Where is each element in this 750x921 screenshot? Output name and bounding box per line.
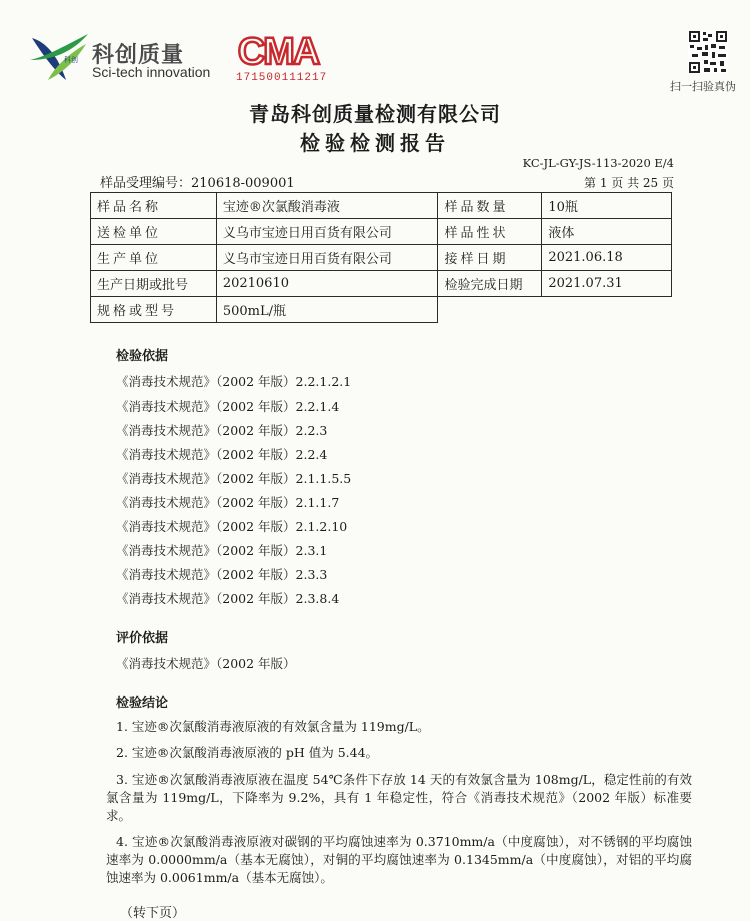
basis-item: 《消毒技术规范》（2002 年版）2.3.1 [116,543,328,558]
basis-item: 《消毒技术规范》（2002 年版）2.1.1.7 [116,495,340,510]
logo-english-name: Sci-tech innovation [92,64,211,80]
page-number: 第 1 页 共 25 页 [584,176,674,190]
qr-code-icon[interactable] [688,30,728,74]
table-value: 义乌市宝迹日用百货有限公司 [216,219,438,245]
basis-item: 《消毒技术规范》（2002 年版）2.2.4 [116,447,328,462]
table-row [91,297,672,323]
document-code: KC-JL-GY-JS-113-2020 E/4 [522,156,674,170]
table-row [91,193,672,219]
basis-item: 《消毒技术规范》（2002 年版）2.1.2.10 [116,519,348,534]
table-label: 检验完成日期 [438,271,542,297]
table-row [91,245,672,271]
sample-info-table [90,192,672,323]
table-value: 20210610 [216,271,438,297]
basis-item: 《消毒技术规范》（2002 年版）2.1.1.5.5 [116,471,352,486]
basis-item: 《消毒技术规范》（2002 年版）2.2.1.2.1 [116,374,352,389]
conclusion-item: 2. 宝迹®次氯酸消毒液原液的 pH 值为 5.44。 [116,745,379,760]
table-value: 宝迹®次氯酸消毒液 [216,193,438,219]
evaluation-title: 评价依据 [116,631,169,646]
basis-title: 检验依据 [116,349,169,364]
cma-certification-icon [235,26,321,72]
basis-item: 《消毒技术规范》（2002 年版）2.2.3 [116,423,328,438]
continued-note: （转下页） [120,906,186,921]
table-label: 规格或型号 [91,297,217,323]
company-name: 青岛科创质量检测有限公司 [249,102,501,126]
table-label: 生产单位 [91,245,217,271]
table-value: 500mL/瓶 [216,297,438,323]
logo-chinese-name: 科创质量 [92,43,185,68]
table-label: 送检单位 [91,219,217,245]
conclusion-item: 3. 宝迹®次氯酸消毒液原液在温度 54℃条件下存放 14 天的有效氯含量为 108mg/L，稳定性前的有效氯含量为 119mg/L，下降率为 9.2%，具有 1 年稳定性，符合《消毒技术规范》（2002 年版）标准要求。 [106,772,692,823]
table-row [91,271,672,297]
table-label: 生产日期或批号 [91,271,217,297]
table-label: 样品性状 [438,219,542,245]
company-logo-icon [28,30,90,86]
table-value: 2021.06.18 [542,245,672,271]
report-title: 检验检测报告 [300,131,450,155]
table-label: 样品名称 [91,193,217,219]
sample-accept-number: 样品受理编号：210618-009001 [100,176,295,191]
qr-caption: 扫一扫验真伪 [670,80,736,93]
basis-item: 《消毒技术规范》（2002 年版）2.3.8.4 [116,591,340,606]
conclusion-item: 4. 宝迹®次氯酸消毒液原液对碳钢的平均腐蚀速率为 0.3710mm/a（中度腐蚀），对不锈钢的平均腐蚀速率为 0.0000mm/a（基本无腐蚀），对铜的平均腐蚀速率为 0.1345mm/a（中度腐蚀），对铝的平均腐蚀速率为 0.0061mm/a（基本无腐蚀）。 [106,834,692,885]
table-row [91,219,672,245]
table-value: 10瓶 [542,193,672,219]
logo-small-text: 科创 [64,56,78,64]
table-value: 2021.07.31 [542,271,672,297]
conclusion-item: 1. 宝迹®次氯酸消毒液原液的有效氯含量为 119mg/L。 [116,719,430,734]
evaluation-item: 《消毒技术规范》（2002 年版） [116,656,296,671]
basis-item: 《消毒技术规范》（2002 年版）2.2.1.4 [116,399,340,414]
table-label: 接样日期 [438,245,542,271]
cma-letters: CMA [237,31,319,72]
cma-certificate-number: 171500111217 [236,72,328,84]
table-label: 样品数量 [438,193,542,219]
table-value: 液体 [542,219,672,245]
table-value: 义乌市宝迹日用百货有限公司 [216,245,438,271]
basis-item: 《消毒技术规范》（2002 年版）2.3.3 [116,567,328,582]
conclusion-title: 检验结论 [116,696,169,711]
